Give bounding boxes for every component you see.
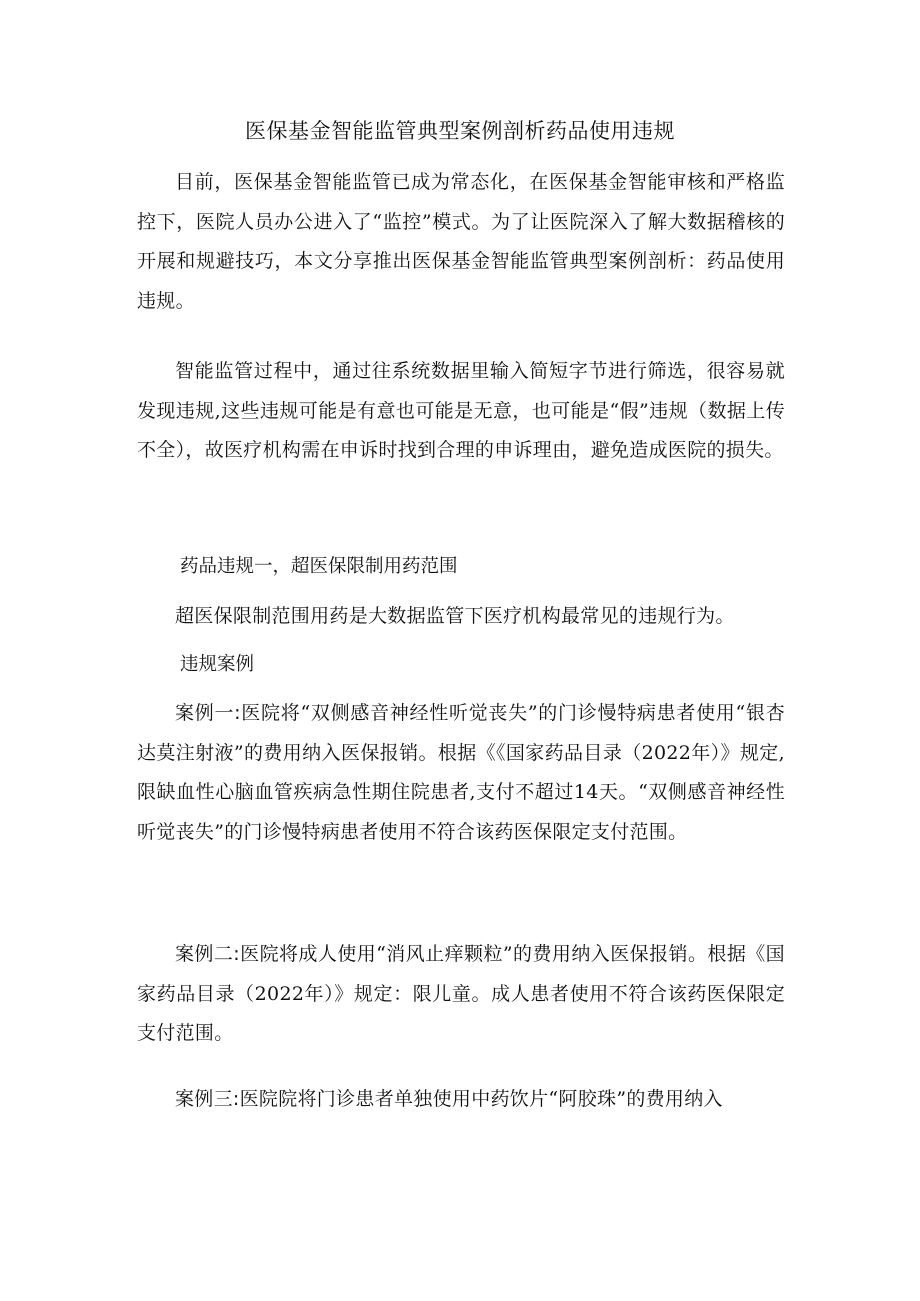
- case-text: 医院将“双侧感音神经性听觉丧失”的门诊慢特病患者使用“银杏达莫注射液”的费用纳入医保报销。根据《《国家药品目录（2022年）》规定,限缺血性心脑血管疾病急性期住院患者,支付不超过14天。“双侧感音神经性听觉丧失”的门诊慢特病患者使用不符合该药医保限定支付范围。: [137, 702, 785, 843]
- case-text: 医院院将门诊患者单独使用中药饮片“阿胶珠”的费用纳入: [239, 1088, 723, 1110]
- section-paragraph: 超医保限制范围用药是大数据监管下医疗机构最常见的违规行为。: [175, 605, 735, 627]
- case-paragraph: [137, 1080, 785, 1120]
- case-paragraph: [137, 694, 785, 852]
- case-text: 医院将成人使用“消风止痒颗粒”的费用纳入医保报销。根据《国家药品目录（2022年）》规定：限儿童。成人患者使用不符合该药医保限定支付范围。: [137, 943, 785, 1044]
- document-title: 医保基金智能监管典型案例剖析药品使用违规: [245, 119, 675, 143]
- process-paragraph: 智能监管过程中，通过往系统数据里输入简短字节进行筛选，很容易就发现违规,这些违规可能是有意也可能是无意，也可能是“假”违规（数据上传不全），故医疗机构需在申诉时找到合理的申诉理由，避免造成医院的损失。: [137, 360, 785, 461]
- intro-paragraph: 目前，医保基金智能监管已成为常态化，在医保基金智能审核和严格监控下，医院人员办公进入了“监控”模式。为了让医院深入了解大数据稽核的开展和规避技巧，本文分享推出医保基金智能监管典型案例剖析：药品使用违规。: [137, 171, 785, 312]
- case-label: 案例二:: [175, 943, 240, 965]
- section-heading: 药品违规一，超医保限制用药范围: [180, 556, 458, 577]
- case-label: 案例三:: [175, 1088, 240, 1110]
- case-paragraph: [137, 935, 785, 1054]
- case-label: 案例一:: [175, 702, 241, 724]
- cases-heading: 违规案例: [180, 654, 255, 675]
